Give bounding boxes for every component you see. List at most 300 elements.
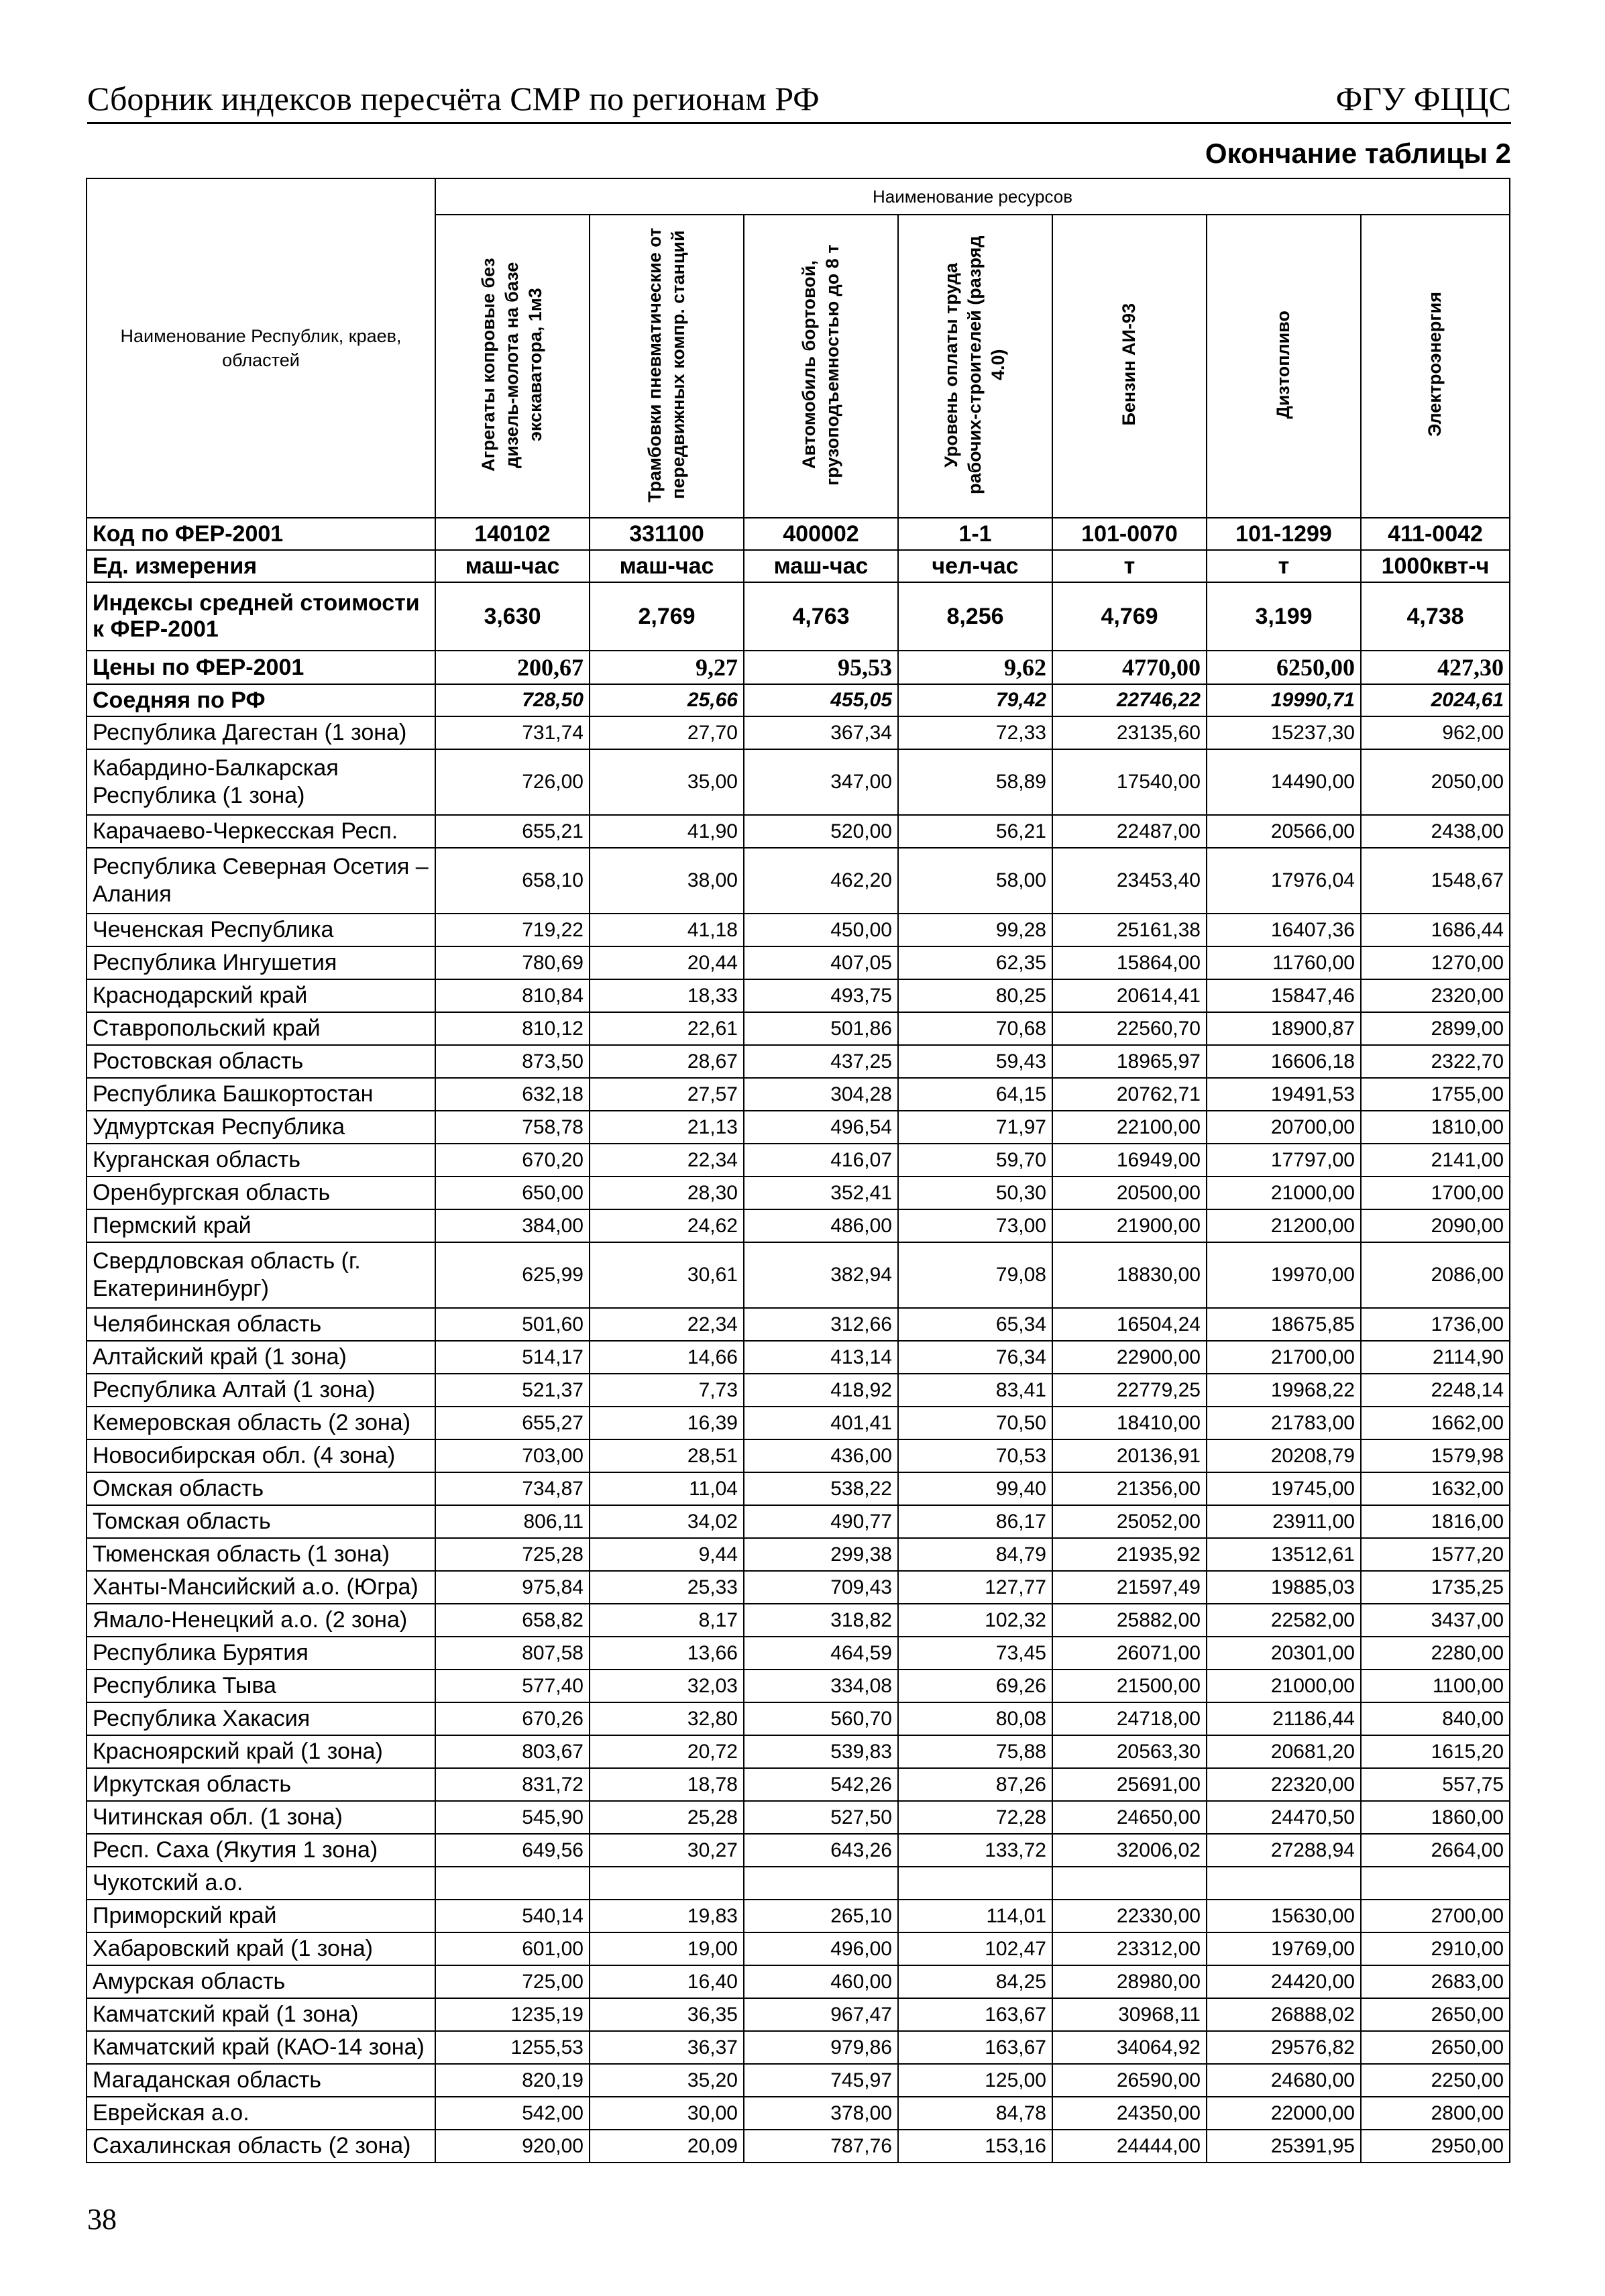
value-cell: 41,18 xyxy=(590,914,744,946)
table-row xyxy=(87,1439,1510,1472)
value-cell: 30968,11 xyxy=(1052,1998,1207,2031)
index-cell: 3,630 xyxy=(435,582,590,651)
value-cell: 14490,00 xyxy=(1207,749,1361,815)
value-cell: 24718,00 xyxy=(1052,1702,1207,1735)
value-cell: 19769,00 xyxy=(1207,1932,1361,1965)
table-row xyxy=(87,946,1510,979)
average-cell: 728,50 xyxy=(435,684,590,716)
value-cell: 30,27 xyxy=(590,1834,744,1867)
value-cell: 1270,00 xyxy=(1361,946,1510,979)
value-cell: 384,00 xyxy=(435,1209,590,1242)
value-cell: 22,34 xyxy=(590,1144,744,1177)
value-cell: 2664,00 xyxy=(1361,1834,1510,1867)
value-cell: 780,69 xyxy=(435,946,590,979)
value-cell: 658,10 xyxy=(435,848,590,914)
value-cell: 84,78 xyxy=(898,2097,1052,2130)
price-cell: 95,53 xyxy=(744,651,898,684)
region-name: Иркутская область xyxy=(87,1768,435,1801)
value-cell: 2090,00 xyxy=(1361,1209,1510,1242)
index-cell: 4,763 xyxy=(744,582,898,651)
value-cell: 26888,02 xyxy=(1207,1998,1361,2031)
value-cell: 16,40 xyxy=(590,1965,744,1998)
value-cell: 719,22 xyxy=(435,914,590,946)
value-cell: 1255,53 xyxy=(435,2031,590,2064)
region-name: Еврейская а.о. xyxy=(87,2097,435,2130)
value-cell: 72,33 xyxy=(898,716,1052,749)
value-cell: 21935,92 xyxy=(1052,1538,1207,1571)
value-cell: 840,00 xyxy=(1361,1702,1510,1735)
value-cell: 70,68 xyxy=(898,1012,1052,1045)
value-cell: 22000,00 xyxy=(1207,2097,1361,2130)
table-row xyxy=(87,1209,1510,1242)
resources-group-header: Наименование ресурсов xyxy=(435,178,1510,215)
value-cell: 670,20 xyxy=(435,1144,590,1177)
value-cell: 1235,19 xyxy=(435,1998,590,2031)
value-cell: 20,72 xyxy=(590,1735,744,1768)
table-row xyxy=(87,1341,1510,1374)
value-cell: 26590,00 xyxy=(1052,2064,1207,2097)
value-cell: 540,14 xyxy=(435,1900,590,1932)
value-cell: 464,59 xyxy=(744,1637,898,1670)
value-cell: 21,13 xyxy=(590,1111,744,1144)
value-cell: 163,67 xyxy=(898,2031,1052,2064)
table-row xyxy=(87,1012,1510,1045)
region-name: Омская область xyxy=(87,1472,435,1505)
value-cell xyxy=(1361,1867,1510,1900)
value-cell: 557,75 xyxy=(1361,1768,1510,1801)
table-row xyxy=(87,1144,1510,1177)
value-cell: 299,38 xyxy=(744,1538,898,1571)
value-cell: 2320,00 xyxy=(1361,979,1510,1012)
value-cell: 19885,03 xyxy=(1207,1571,1361,1604)
value-cell: 23312,00 xyxy=(1052,1932,1207,1965)
value-cell: 114,01 xyxy=(898,1900,1052,1932)
value-cell: 21356,00 xyxy=(1052,1472,1207,1505)
value-cell: 15864,00 xyxy=(1052,946,1207,979)
index-row-label: Индексы средней стоимости к ФЕР-2001 xyxy=(87,582,435,651)
region-rows xyxy=(87,716,1510,2163)
code-cell: 411-0042 xyxy=(1361,518,1510,550)
value-cell: 527,50 xyxy=(744,1801,898,1834)
value-cell: 99,40 xyxy=(898,1472,1052,1505)
region-name: Оренбургская область xyxy=(87,1177,435,1209)
value-cell: 102,47 xyxy=(898,1932,1052,1965)
value-cell: 26071,00 xyxy=(1052,1637,1207,1670)
value-cell: 11,04 xyxy=(590,1472,744,1505)
code-cell: 101-0070 xyxy=(1052,518,1207,550)
value-cell: 658,82 xyxy=(435,1604,590,1637)
table-row xyxy=(87,1932,1510,1965)
value-cell: 70,53 xyxy=(898,1439,1052,1472)
code-cell: 1-1 xyxy=(898,518,1052,550)
value-cell: 1810,00 xyxy=(1361,1111,1510,1144)
value-cell: 538,22 xyxy=(744,1472,898,1505)
region-name: Ханты-Мансийский а.о. (Югра) xyxy=(87,1571,435,1604)
value-cell: 975,84 xyxy=(435,1571,590,1604)
average-cell: 79,42 xyxy=(898,684,1052,716)
value-cell: 80,08 xyxy=(898,1702,1052,1735)
table-row xyxy=(87,1604,1510,1637)
value-cell: 24680,00 xyxy=(1207,2064,1361,2097)
value-cell: 731,74 xyxy=(435,716,590,749)
value-cell: 87,26 xyxy=(898,1768,1052,1801)
value-cell: 21000,00 xyxy=(1207,1177,1361,1209)
value-cell: 25,33 xyxy=(590,1571,744,1604)
region-name: Курганская область xyxy=(87,1144,435,1177)
value-cell: 14,66 xyxy=(590,1341,744,1374)
value-cell: 27,57 xyxy=(590,1078,744,1111)
value-cell: 102,32 xyxy=(898,1604,1052,1637)
value-cell: 577,40 xyxy=(435,1670,590,1702)
value-cell: 979,86 xyxy=(744,2031,898,2064)
value-cell: 2322,70 xyxy=(1361,1045,1510,1078)
value-cell: 542,26 xyxy=(744,1768,898,1801)
value-cell: 367,34 xyxy=(744,716,898,749)
value-cell: 64,15 xyxy=(898,1078,1052,1111)
region-name: Камчатский край (1 зона) xyxy=(87,1998,435,2031)
value-cell: 2114,90 xyxy=(1361,1341,1510,1374)
value-cell: 125,00 xyxy=(898,2064,1052,2097)
value-cell: 22100,00 xyxy=(1052,1111,1207,1144)
value-cell: 655,21 xyxy=(435,815,590,848)
value-cell: 58,89 xyxy=(898,749,1052,815)
value-cell: 17540,00 xyxy=(1052,749,1207,815)
code-cell: 331100 xyxy=(590,518,744,550)
resource-price-table xyxy=(86,178,1510,2163)
value-cell: 1577,20 xyxy=(1361,1538,1510,1571)
value-cell: 32,80 xyxy=(590,1702,744,1735)
table-row xyxy=(87,749,1510,815)
value-cell: 312,66 xyxy=(744,1308,898,1341)
region-name: Карачаево-Черкесская Респ. xyxy=(87,815,435,848)
value-cell: 35,00 xyxy=(590,749,744,815)
value-cell: 1816,00 xyxy=(1361,1505,1510,1538)
table-row xyxy=(87,1670,1510,1702)
document-header-title: Сборник индексов пересчёта СМР по регионам РФ xyxy=(87,80,820,117)
value-cell: 27288,94 xyxy=(1207,1834,1361,1867)
unit-cell: т xyxy=(1052,550,1207,582)
value-cell: 41,90 xyxy=(590,815,744,848)
region-name: Тюменская область (1 зона) xyxy=(87,1538,435,1571)
value-cell: 758,78 xyxy=(435,1111,590,1144)
value-cell: 79,08 xyxy=(898,1242,1052,1308)
region-name: Ямало-Ненецкий а.о. (2 зона) xyxy=(87,1604,435,1637)
value-cell: 521,37 xyxy=(435,1374,590,1407)
value-cell: 734,87 xyxy=(435,1472,590,1505)
value-cell: 1100,00 xyxy=(1361,1670,1510,1702)
value-cell: 820,19 xyxy=(435,2064,590,2097)
value-cell: 670,26 xyxy=(435,1702,590,1735)
table-row xyxy=(87,2064,1510,2097)
index-cell: 2,769 xyxy=(590,582,744,651)
price-cell: 9,27 xyxy=(590,651,744,684)
value-cell: 416,07 xyxy=(744,1144,898,1177)
value-cell: 73,00 xyxy=(898,1209,1052,1242)
value-cell: 490,77 xyxy=(744,1505,898,1538)
value-cell: 501,60 xyxy=(435,1308,590,1341)
page-number: 38 xyxy=(87,2203,117,2236)
value-cell: 22779,25 xyxy=(1052,1374,1207,1407)
value-cell: 36,37 xyxy=(590,2031,744,2064)
region-name: Респ. Саха (Якутия 1 зона) xyxy=(87,1834,435,1867)
value-cell xyxy=(435,1867,590,1900)
price-row xyxy=(87,651,1510,684)
value-cell: 18965,97 xyxy=(1052,1045,1207,1078)
value-cell: 1755,00 xyxy=(1361,1078,1510,1111)
value-cell: 84,79 xyxy=(898,1538,1052,1571)
value-cell: 486,00 xyxy=(744,1209,898,1242)
value-cell: 163,67 xyxy=(898,1998,1052,2031)
value-cell: 35,20 xyxy=(590,2064,744,2097)
value-cell: 17797,00 xyxy=(1207,1144,1361,1177)
value-cell: 50,30 xyxy=(898,1177,1052,1209)
region-name: Республика Северная Осетия – Алания xyxy=(87,848,435,914)
value-cell: 725,28 xyxy=(435,1538,590,1571)
table-row xyxy=(87,1538,1510,1571)
value-cell: 2899,00 xyxy=(1361,1012,1510,1045)
value-cell: 18900,87 xyxy=(1207,1012,1361,1045)
region-name: Красноярский край (1 зона) xyxy=(87,1735,435,1768)
value-cell: 127,77 xyxy=(898,1571,1052,1604)
value-cell: 22,61 xyxy=(590,1012,744,1045)
value-cell: 807,58 xyxy=(435,1637,590,1670)
value-cell: 560,70 xyxy=(744,1702,898,1735)
region-name: Алтайский край (1 зона) xyxy=(87,1341,435,1374)
table-row xyxy=(87,1965,1510,1998)
value-cell: 450,00 xyxy=(744,914,898,946)
table-row xyxy=(87,1111,1510,1144)
value-cell: 20,44 xyxy=(590,946,744,979)
value-cell: 69,26 xyxy=(898,1670,1052,1702)
value-cell: 22,34 xyxy=(590,1308,744,1341)
region-name: Кемеровская область (2 зона) xyxy=(87,1407,435,1439)
value-cell: 19745,00 xyxy=(1207,1472,1361,1505)
value-cell: 2650,00 xyxy=(1361,2031,1510,2064)
value-cell: 20563,30 xyxy=(1052,1735,1207,1768)
region-name: Магаданская область xyxy=(87,2064,435,2097)
value-cell: 62,35 xyxy=(898,946,1052,979)
value-cell: 16,39 xyxy=(590,1407,744,1439)
price-cell: 6250,00 xyxy=(1207,651,1361,684)
value-cell: 133,72 xyxy=(898,1834,1052,1867)
value-cell: 19970,00 xyxy=(1207,1242,1361,1308)
value-cell: 24,62 xyxy=(590,1209,744,1242)
value-cell: 21783,00 xyxy=(1207,1407,1361,1439)
code-cell: 140102 xyxy=(435,518,590,550)
value-cell: 17976,04 xyxy=(1207,848,1361,914)
value-cell: 418,92 xyxy=(744,1374,898,1407)
index-cell: 3,199 xyxy=(1207,582,1361,651)
table-row xyxy=(87,1505,1510,1538)
value-cell: 20136,91 xyxy=(1052,1439,1207,1472)
average-cell: 19990,71 xyxy=(1207,684,1361,716)
value-cell: 16407,36 xyxy=(1207,914,1361,946)
value-cell: 25691,00 xyxy=(1052,1768,1207,1801)
region-name: Томская область xyxy=(87,1505,435,1538)
value-cell: 20566,00 xyxy=(1207,815,1361,848)
value-cell: 83,41 xyxy=(898,1374,1052,1407)
region-name: Республика Ингушетия xyxy=(87,946,435,979)
value-cell: 2683,00 xyxy=(1361,1965,1510,1998)
value-cell: 80,25 xyxy=(898,979,1052,1012)
value-cell: 20681,20 xyxy=(1207,1735,1361,1768)
value-cell: 21000,00 xyxy=(1207,1670,1361,1702)
value-cell: 24444,00 xyxy=(1052,2130,1207,2163)
value-cell: 3437,00 xyxy=(1361,1604,1510,1637)
average-cell: 25,66 xyxy=(590,684,744,716)
value-cell: 2280,00 xyxy=(1361,1637,1510,1670)
value-cell: 8,17 xyxy=(590,1604,744,1637)
region-name: Удмуртская Республика xyxy=(87,1111,435,1144)
value-cell: 18675,85 xyxy=(1207,1308,1361,1341)
value-cell: 23135,60 xyxy=(1052,716,1207,749)
table-row xyxy=(87,1078,1510,1111)
value-cell: 56,21 xyxy=(898,815,1052,848)
value-cell: 831,72 xyxy=(435,1768,590,1801)
region-name: Чеченская Республика xyxy=(87,914,435,946)
value-cell: 20614,41 xyxy=(1052,979,1207,1012)
region-name: Ставропольский край xyxy=(87,1012,435,1045)
table-row xyxy=(87,848,1510,914)
value-cell: 810,12 xyxy=(435,1012,590,1045)
value-cell: 36,35 xyxy=(590,1998,744,2031)
value-cell: 496,00 xyxy=(744,1932,898,1965)
value-cell: 21500,00 xyxy=(1052,1670,1207,1702)
value-cell: 153,16 xyxy=(898,2130,1052,2163)
unit-cell: маш-час xyxy=(744,550,898,582)
value-cell: 318,82 xyxy=(744,1604,898,1637)
value-cell: 460,00 xyxy=(744,1965,898,1998)
table-row xyxy=(87,1867,1510,1900)
value-cell: 22582,00 xyxy=(1207,1604,1361,1637)
average-row-label: Соедняя по РФ xyxy=(87,684,435,716)
value-cell: 539,83 xyxy=(744,1735,898,1768)
value-cell: 20762,71 xyxy=(1052,1078,1207,1111)
region-name: Чукотский а.о. xyxy=(87,1867,435,1900)
region-name: Челябинская область xyxy=(87,1308,435,1341)
value-cell: 84,25 xyxy=(898,1965,1052,1998)
value-cell: 20,09 xyxy=(590,2130,744,2163)
region-name: Республика Тыва xyxy=(87,1670,435,1702)
region-name: Республика Хакасия xyxy=(87,1702,435,1735)
value-cell: 25391,95 xyxy=(1207,2130,1361,2163)
table-row xyxy=(87,2130,1510,2163)
value-cell: 2438,00 xyxy=(1361,815,1510,848)
header-rule xyxy=(87,122,1511,124)
value-cell: 1735,25 xyxy=(1361,1571,1510,1604)
average-row xyxy=(87,684,1510,716)
value-cell: 22487,00 xyxy=(1052,815,1207,848)
table-row xyxy=(87,1637,1510,1670)
price-row-label: Цены по ФЕР-2001 xyxy=(87,651,435,684)
table-row xyxy=(87,1900,1510,1932)
price-cell: 4770,00 xyxy=(1052,651,1207,684)
value-cell: 73,45 xyxy=(898,1637,1052,1670)
value-cell: 347,00 xyxy=(744,749,898,815)
value-cell: 11760,00 xyxy=(1207,946,1361,979)
value-cell: 304,28 xyxy=(744,1078,898,1111)
value-cell: 13512,61 xyxy=(1207,1538,1361,1571)
value-cell: 655,27 xyxy=(435,1407,590,1439)
value-cell: 15630,00 xyxy=(1207,1900,1361,1932)
table-row xyxy=(87,1571,1510,1604)
value-cell: 28,30 xyxy=(590,1177,744,1209)
value-cell xyxy=(590,1867,744,1900)
value-cell: 27,70 xyxy=(590,716,744,749)
value-cell: 378,00 xyxy=(744,2097,898,2130)
value-cell: 22560,70 xyxy=(1052,1012,1207,1045)
value-cell: 18830,00 xyxy=(1052,1242,1207,1308)
value-cell: 20208,79 xyxy=(1207,1439,1361,1472)
table-row xyxy=(87,1308,1510,1341)
value-cell: 493,75 xyxy=(744,979,898,1012)
unit-cell: т xyxy=(1207,550,1361,582)
value-cell: 2700,00 xyxy=(1361,1900,1510,1932)
table-row xyxy=(87,1768,1510,1801)
value-cell: 352,41 xyxy=(744,1177,898,1209)
table-row xyxy=(87,1702,1510,1735)
region-name: Новосибирская обл. (4 зона) xyxy=(87,1439,435,1472)
unit-row-label: Ед. измерения xyxy=(87,550,435,582)
value-cell: 2800,00 xyxy=(1361,2097,1510,2130)
value-cell: 23453,40 xyxy=(1052,848,1207,914)
value-cell: 23911,00 xyxy=(1207,1505,1361,1538)
value-cell: 1662,00 xyxy=(1361,1407,1510,1439)
value-cell: 15847,46 xyxy=(1207,979,1361,1012)
value-cell: 962,00 xyxy=(1361,716,1510,749)
value-cell: 745,97 xyxy=(744,2064,898,2097)
value-cell: 70,50 xyxy=(898,1407,1052,1439)
value-cell: 19968,22 xyxy=(1207,1374,1361,1407)
value-cell: 401,41 xyxy=(744,1407,898,1439)
value-cell: 920,00 xyxy=(435,2130,590,2163)
value-cell: 75,88 xyxy=(898,1735,1052,1768)
value-cell: 25052,00 xyxy=(1052,1505,1207,1538)
value-cell: 1736,00 xyxy=(1361,1308,1510,1341)
region-name: Кабардино-Балкарская Республика (1 зона) xyxy=(87,749,435,815)
value-cell: 16949,00 xyxy=(1052,1144,1207,1177)
region-name: Пермский край xyxy=(87,1209,435,1242)
value-cell: 436,00 xyxy=(744,1439,898,1472)
column-header: Дизтопливо xyxy=(1207,215,1361,518)
value-cell: 625,99 xyxy=(435,1242,590,1308)
value-cell: 38,00 xyxy=(590,848,744,914)
value-cell: 382,94 xyxy=(744,1242,898,1308)
region-name: Приморский край xyxy=(87,1900,435,1932)
value-cell: 21186,44 xyxy=(1207,1702,1361,1735)
value-cell: 1632,00 xyxy=(1361,1472,1510,1505)
value-cell: 15237,30 xyxy=(1207,716,1361,749)
value-cell: 19,00 xyxy=(590,1932,744,1965)
value-cell: 24420,00 xyxy=(1207,1965,1361,1998)
value-cell: 28,51 xyxy=(590,1439,744,1472)
value-cell: 72,28 xyxy=(898,1801,1052,1834)
table-row xyxy=(87,716,1510,749)
index-cell: 4,738 xyxy=(1361,582,1510,651)
value-cell: 643,26 xyxy=(744,1834,898,1867)
value-cell: 601,00 xyxy=(435,1932,590,1965)
unit-cell: маш-час xyxy=(435,550,590,582)
value-cell: 58,00 xyxy=(898,848,1052,914)
value-cell: 71,97 xyxy=(898,1111,1052,1144)
value-cell: 1615,20 xyxy=(1361,1735,1510,1768)
average-cell: 455,05 xyxy=(744,684,898,716)
value-cell: 76,34 xyxy=(898,1341,1052,1374)
table-row xyxy=(87,815,1510,848)
value-cell: 18,78 xyxy=(590,1768,744,1801)
value-cell: 2050,00 xyxy=(1361,749,1510,815)
value-cell: 21200,00 xyxy=(1207,1209,1361,1242)
